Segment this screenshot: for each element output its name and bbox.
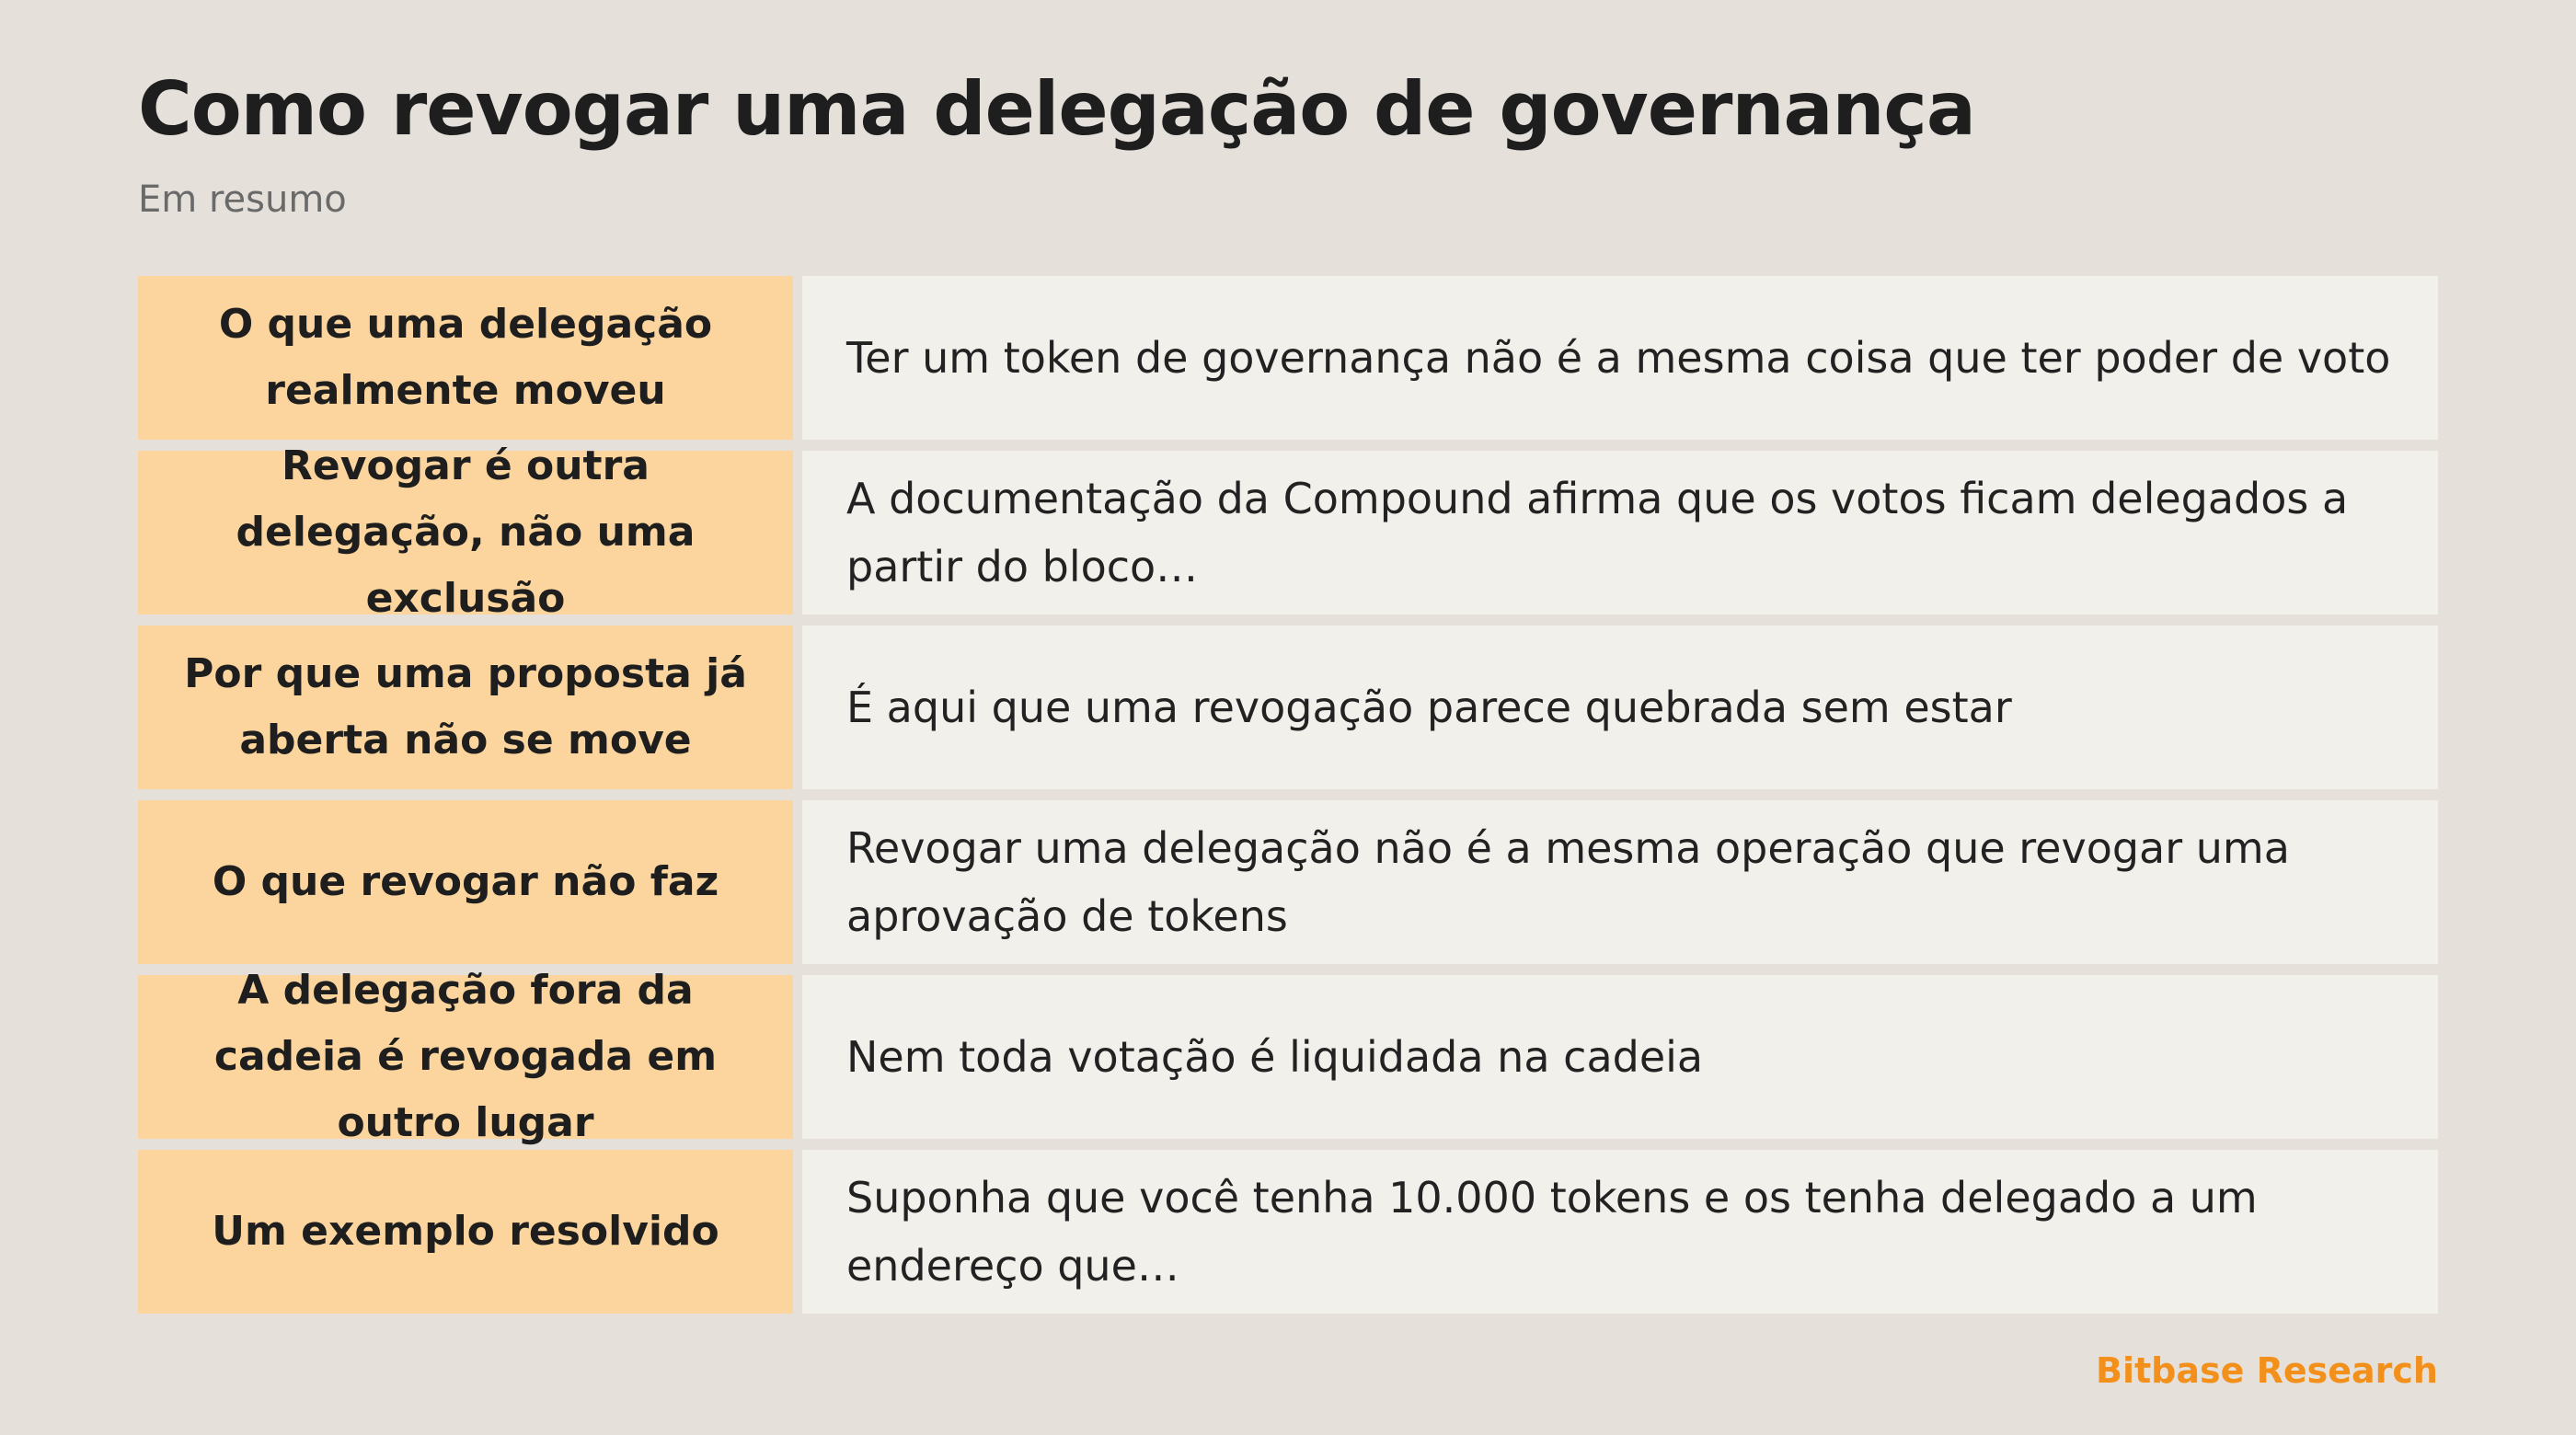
row-value: Nem toda votação é liquidada na cadeia xyxy=(846,1032,1704,1082)
row-label: O que uma delegação realmente moveu xyxy=(218,301,713,414)
table-row xyxy=(138,1150,2438,1314)
brand-credit: Bitbase Research xyxy=(2095,1350,2438,1391)
row-value-cell xyxy=(802,800,2438,964)
row-label-cell xyxy=(138,800,793,964)
table-row xyxy=(138,967,2438,1146)
table-row xyxy=(138,626,2438,789)
row-value-cell xyxy=(802,626,2438,789)
row-value-cell xyxy=(802,1150,2438,1314)
row-label: Por que uma proposta já aberta não se move xyxy=(184,650,747,763)
row-value: Revogar uma delegação não é a mesma operação que revogar uma aprovação de tokens xyxy=(846,823,2290,941)
row-label: Um exemplo resolvido xyxy=(212,1208,719,1255)
row-label: O que revogar não faz xyxy=(212,858,719,905)
row-label-cell xyxy=(138,276,793,440)
page-subtitle: Em resumo xyxy=(138,178,347,221)
row-label: A delegação fora da cadeia é revogada em outro lugar xyxy=(213,967,718,1146)
row-label-cell xyxy=(138,626,793,789)
row-label-cell xyxy=(138,967,793,1146)
table-row xyxy=(138,442,2438,622)
row-value-cell xyxy=(802,451,2438,614)
summary-table xyxy=(138,276,2438,1314)
row-value: É aqui que uma revogação parece quebrada sem estar xyxy=(846,683,2012,732)
page-title: Como revogar uma delegação de governança xyxy=(138,66,1975,152)
summary-slide xyxy=(138,0,2438,1435)
row-value: Ter um token de governança não é a mesma coisa que ter poder de voto xyxy=(846,333,2391,383)
row-value-cell xyxy=(802,975,2438,1139)
row-label-cell xyxy=(138,1150,793,1314)
row-value: A documentação da Compound afirma que os votos ficam delegados a partir do bloco… xyxy=(846,474,2349,591)
row-label-cell xyxy=(138,442,793,622)
row-value: Suponha que você tenha 10.000 tokens e os tenha delegado a um endereço que… xyxy=(846,1173,2258,1291)
row-value-cell xyxy=(802,276,2438,440)
table-row xyxy=(138,276,2438,440)
table-row xyxy=(138,800,2438,964)
row-label: Revogar é outra delegação, não uma exclusão xyxy=(236,442,696,622)
